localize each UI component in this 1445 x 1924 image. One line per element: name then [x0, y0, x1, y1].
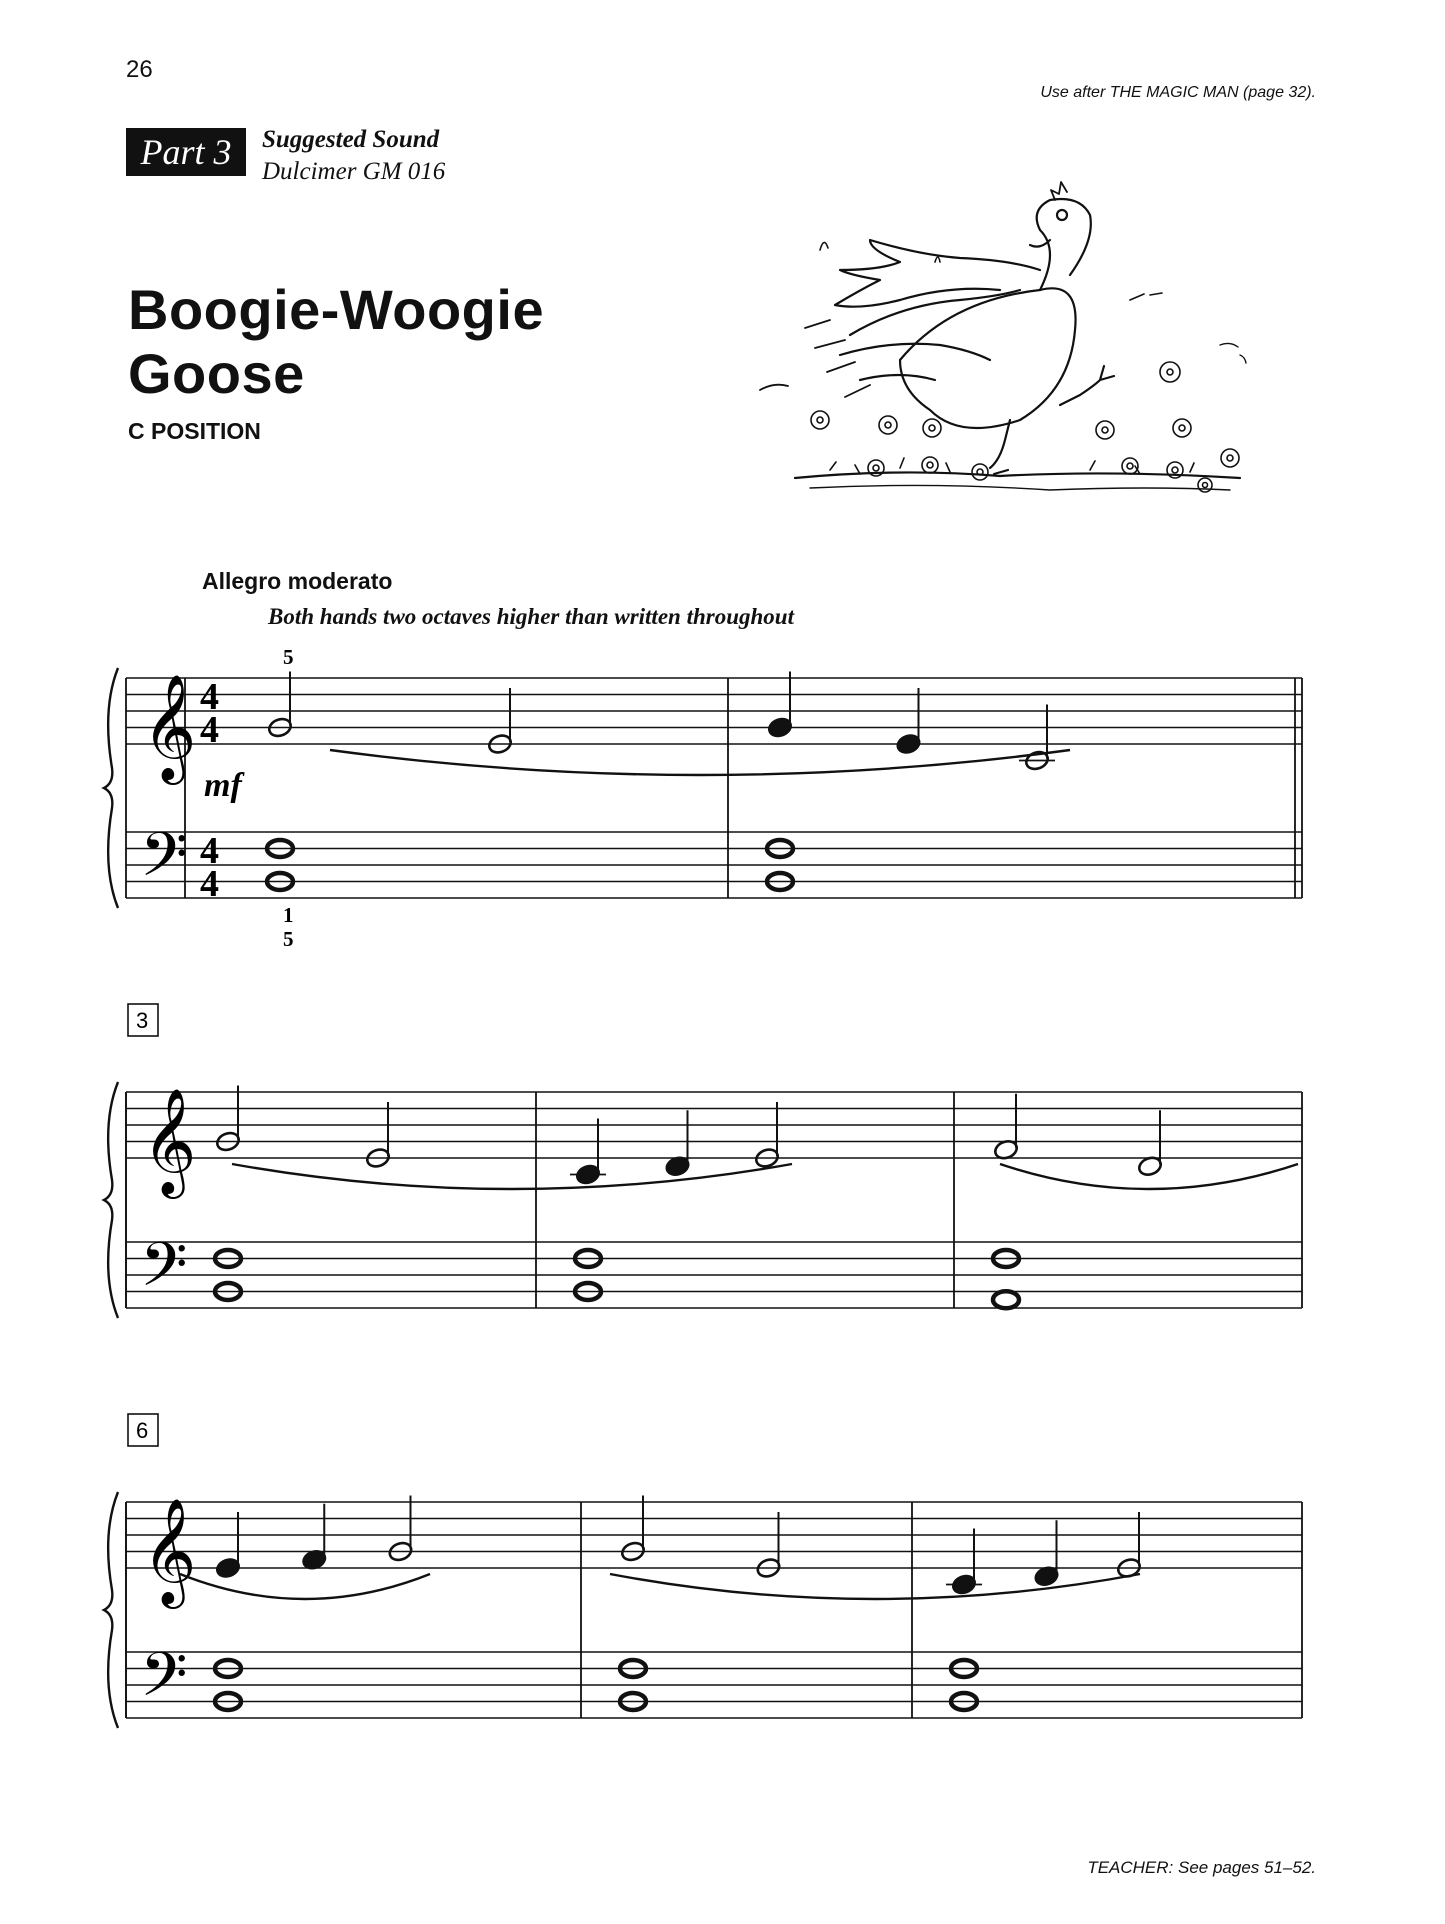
note-E4	[215, 1512, 241, 1579]
hand-position: C POSITION	[128, 418, 261, 444]
measure-number: 3	[136, 1008, 149, 1033]
note-D4	[1137, 1110, 1163, 1177]
slur	[180, 1574, 430, 1599]
song-title-line1: Boogie-Woogie	[128, 278, 545, 341]
song-title-line2: Goose	[128, 342, 305, 405]
tempo-marking: Allegro moderato	[202, 568, 393, 594]
treble-clef: 𝄞	[142, 673, 197, 780]
time-signature-bottom: 4	[200, 709, 219, 751]
note-E4	[895, 688, 921, 755]
note-E4	[755, 1512, 781, 1579]
note-G4	[767, 672, 793, 739]
note-G4	[387, 1496, 413, 1563]
fingering-bass-bottom: 5	[283, 927, 294, 951]
fingering-treble: 5	[283, 645, 294, 669]
note-E4	[365, 1102, 391, 1169]
bass-clef: 𝄢	[140, 1639, 188, 1726]
time-signature-top: 4	[200, 676, 219, 718]
note-D4	[664, 1110, 690, 1177]
part-badge: Part 3	[126, 128, 246, 176]
performance-instruction: Both hands two octaves higher than written throughout	[268, 604, 794, 629]
grand-staff-brace	[104, 668, 118, 908]
note-E4	[754, 1102, 780, 1169]
treble-clef: 𝄞	[142, 1497, 197, 1604]
use-after-note: Use after THE MAGIC MAN (page 32).	[1040, 84, 1316, 101]
note-F4	[993, 1094, 1019, 1161]
note-D4	[1033, 1520, 1059, 1587]
bass-clef: 𝄢	[140, 819, 188, 906]
note-E4	[1116, 1512, 1142, 1579]
note-G4	[267, 672, 293, 739]
slur	[610, 1574, 1140, 1599]
treble-clef: 𝄞	[142, 1087, 197, 1194]
grand-staff-brace	[104, 1492, 118, 1728]
time-signature-top: 4	[200, 830, 219, 872]
slur	[1000, 1164, 1298, 1189]
dynamic-marking: mf	[204, 767, 242, 804]
system-3	[104, 1414, 1302, 1728]
note-C4	[575, 1119, 601, 1186]
note-G4	[215, 1086, 241, 1153]
suggested-sound-value: Dulcimer GM 016	[262, 158, 446, 185]
note-C4	[1024, 705, 1050, 772]
measure-number: 6	[136, 1418, 149, 1443]
suggested-sound-label: Suggested Sound	[262, 126, 440, 153]
note-G4	[620, 1496, 646, 1563]
bass-note-B2	[993, 1291, 1019, 1308]
fingering-bass-top: 1	[283, 903, 294, 927]
note-E4	[487, 688, 513, 755]
slur	[330, 750, 1070, 775]
system-2	[104, 1004, 1302, 1318]
note-C4	[951, 1529, 977, 1596]
page-number: 26	[126, 56, 153, 83]
grand-staff-brace	[104, 1082, 118, 1318]
note-F4	[301, 1504, 327, 1571]
teacher-note: TEACHER: See pages 51–52.	[1087, 1858, 1316, 1877]
time-signature-bottom: 4	[200, 863, 219, 905]
system-1	[104, 645, 1302, 951]
slur	[232, 1164, 792, 1189]
bass-clef: 𝄢	[140, 1229, 188, 1316]
